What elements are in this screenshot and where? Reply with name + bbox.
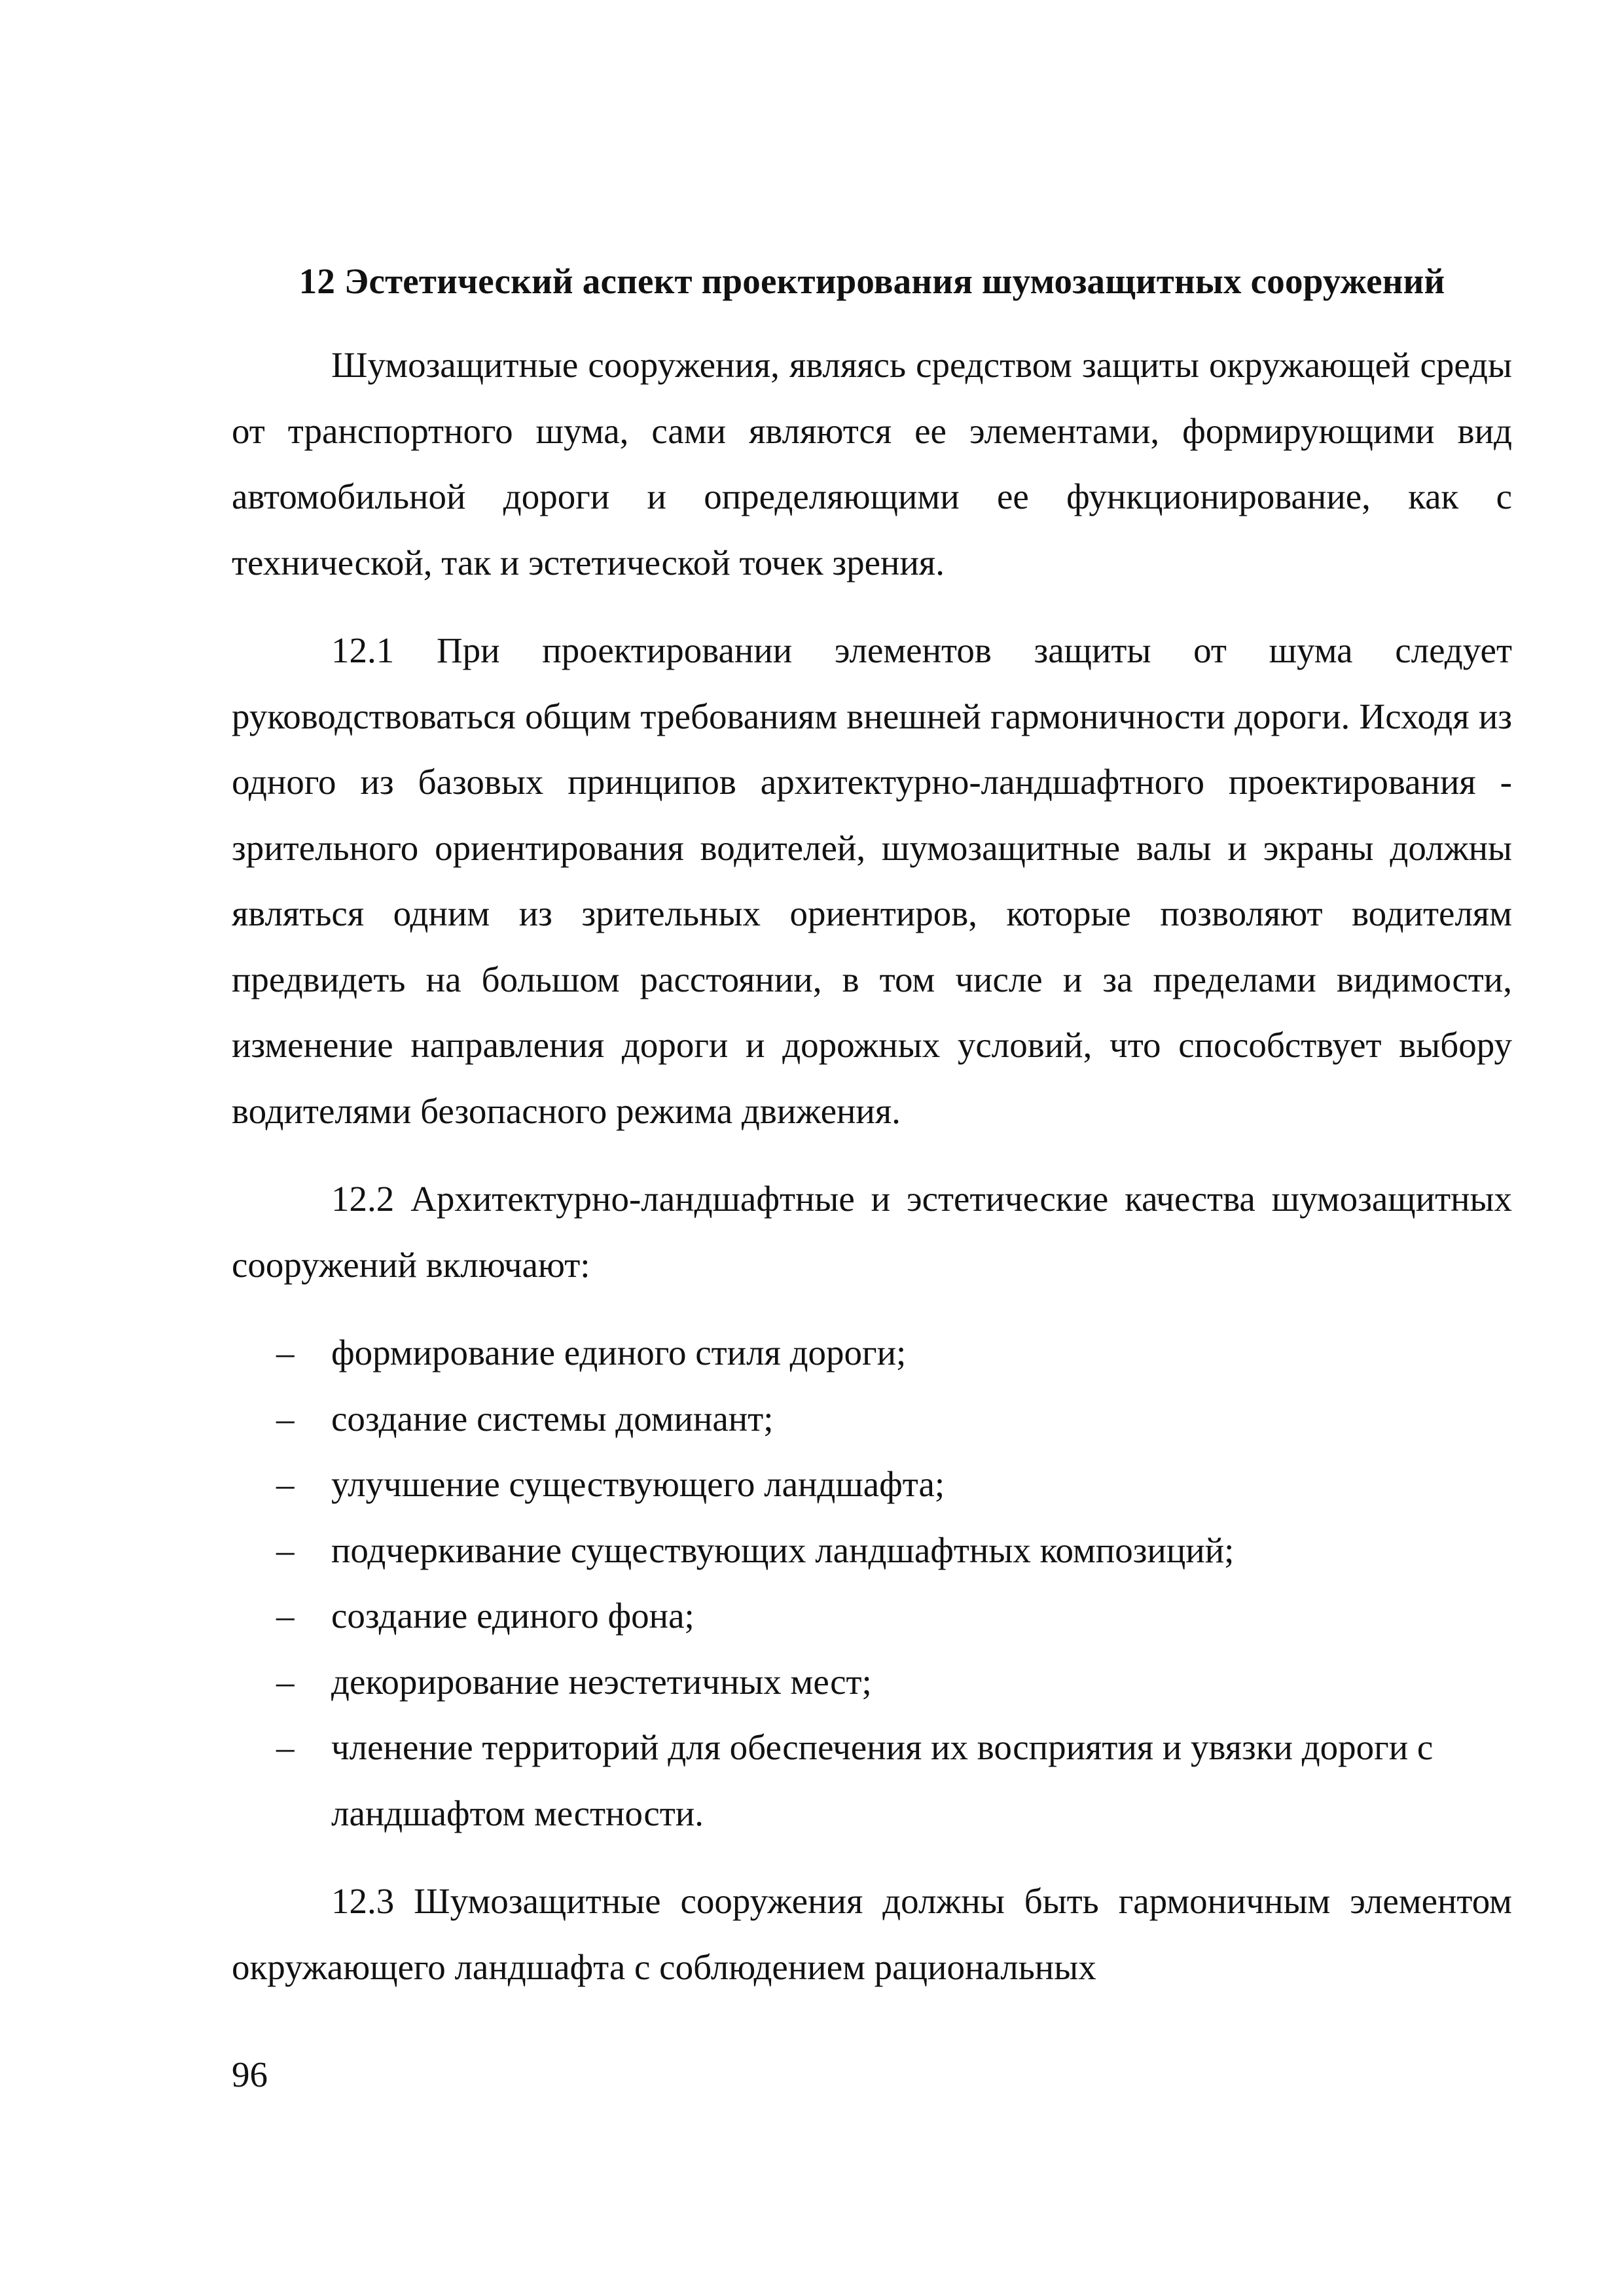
list-item-text: создание системы доминант; — [331, 1398, 774, 1439]
list-item — [232, 1320, 1512, 1386]
section-heading: 12 Эстетический аспект проектирования шумозащитных сооружений — [298, 261, 1445, 301]
paragraph-12-2: 12.2 Архитектурно-ландшафтные и эстетические качества шумозащитных сооружений включают: — [232, 1179, 1512, 1285]
dash-marker: – — [276, 1398, 295, 1439]
dash-marker: – — [276, 1333, 295, 1372]
intro-paragraph: Шумозащитные сооружения, являясь средством защиты окружающей среды от транспортного шума, сами являются ее элементами, формирующими вид автомобильной дороги и определяющими ее функционирование, как с технической, так и эстетической точек зрения. — [232, 345, 1512, 583]
list-item-text: членение территорий для обеспечения их восприятия и увязки дороги с ландшафтом местности. — [331, 1727, 1434, 1833]
list-item-text: улучшение существующего ландшафта; — [331, 1464, 945, 1504]
list-item-text: подчеркивание существующих ландшафтных композиций; — [331, 1530, 1235, 1570]
list-item-text: формирование единого стиля дороги; — [331, 1333, 907, 1372]
list-item — [232, 1583, 1512, 1649]
document-page — [232, 249, 1512, 2022]
list-item — [232, 1715, 1512, 1846]
list-item — [232, 1452, 1512, 1518]
list-item — [232, 1386, 1512, 1452]
list-item — [232, 1518, 1512, 1584]
list-item — [232, 1649, 1512, 1715]
dash-marker: – — [276, 1661, 295, 1702]
dash-marker: – — [276, 1530, 295, 1570]
paragraph-12-3: 12.3 Шумозащитные сооружения должны быть гармоничным элементом окружающего ландшафта с соблюдением рациональных — [232, 1881, 1512, 1987]
paragraph-12-1: 12.1 При проектировании элементов защиты от шума следует руководствоваться общим требованиям внешней гармоничности дороги. Исходя из одного из базовых принципов архитектурно-ландшафтного проектирования - зрительного ориентирования водителей, шумозащитные валы и экраны должны являться одним из зрительных ориентиров, которые позволяют водителям предвидеть на большом расстоянии, в том числе и за пределами видимости, изменение направления дороги и дорожных условий, что способствует выбору водителями безопасного режима движения. — [232, 630, 1512, 1131]
list-item-text: создание единого фона; — [331, 1596, 695, 1636]
dash-marker: – — [276, 1727, 295, 1767]
qualities-list — [232, 1320, 1512, 1846]
page-number: 96 — [232, 2054, 268, 2094]
dash-marker: – — [276, 1464, 295, 1504]
list-item-text: декорирование неэстетичных мест; — [331, 1661, 872, 1702]
dash-marker: – — [276, 1596, 295, 1636]
